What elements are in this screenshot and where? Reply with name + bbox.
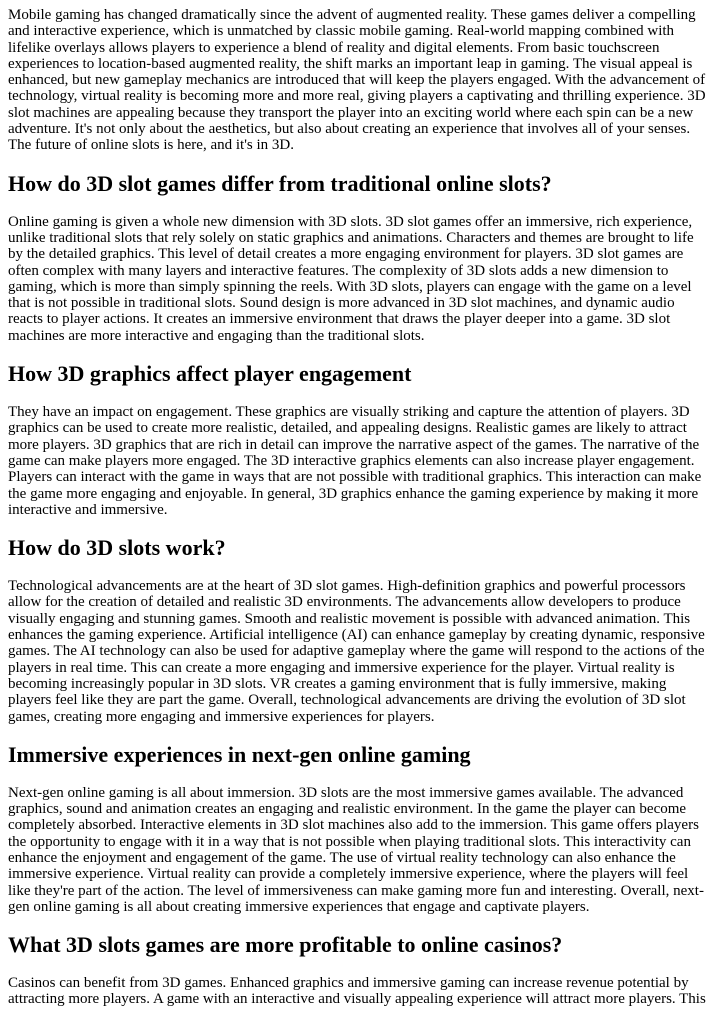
section-heading-3d-vs-traditional: How do 3D slot games differ from traditional online slots? [8,170,552,196]
section-body-immersive-experiences: Next-gen online gaming is all about immersion. 3D slots are the most immersive games available. The advanced graphics, sound and animation creates an engaging and realistic environment. In the game the player can become completely absorbed. Interactive elements in 3D slot machines also add to the immersion. This game offers players the opportunity to engage with it in a way that is not possible when playing traditional slots. This interactivity can enhance the enjoyment and engagement of the game. The use of virtual reality technology can also enhance the immersive experience. Virtual reality can provide a completely immersive experience, where the players will feel like they're part of the action. The level of immersiveness can make gaming more fun and interesting. Overall, next-gen online gaming is all about creating immersive experiences that engage and captivate players. [8,784,704,915]
section-heading-graphics-engagement: How 3D graphics affect player engagement [8,361,412,387]
section-body-profitable-games: Casinos can benefit from 3D games. Enhanced graphics and immersive gaming can increase revenue potential by attracting more players. A game with an interactive and visually appealing experience will attract more players. This [8,975,706,1008]
section-body-graphics-engagement: They have an impact on engagement. These graphics are visually striking and capture the attention of players. 3D graphics can be used to create more realistic, detailed, and appealing designs. Realistic games are likely to attract more players. 3D graphics that are rich in detail can improve the narrative aspect of the games. The narrative of the game can make players more engaged. The 3D interactive graphics elements can also increase player engagement. Players can interact with the game in ways that are not possible with traditional graphics. This interaction can make the game more engaging and enjoyable. In general, 3D graphics enhance the gaming experience by making it more interactive and immersive. [8,404,702,518]
section-heading-profitable-games: What 3D slots games are more profitable to online casinos? [8,932,563,958]
section-body-3d-vs-traditional: Online gaming is given a whole new dimension with 3D slots. 3D slot games offer an immersive, rich experience, unlike traditional slots that rely solely on static graphics and animations. Characters and themes are brought to life by the detailed graphics. This level of detail creates a more engaging environment for players. 3D slot games are often complex with many layers and interactive features. The complexity of 3D slots adds a new dimension to gaming, which is more than simply spinning the reels. With 3D slots, players can engage with the game on a level that is not possible in traditional slots. Sound design is more advanced in 3D slot machines, and dynamic audio reacts to player actions. It creates an immersive environment that draws the player deeper into a game. 3D slot machines are more interactive and engaging than the traditional slots. [8,213,694,344]
section-body-how-3d-slots-work: Technological advancements are at the heart of 3D slot games. High-definition graphics and powerful processors allow for the creation of detailed and realistic 3D environments. The advancements allow developers to produce visually engaging and stunning games. Smooth and realistic movement is possible with advanced animation. This enhances the gaming experience. Artificial intelligence (AI) can enhance gameplay by creating dynamic, responsive games. The AI technology can also be used for adaptive gameplay where the game will respond to the actions of the players in real time. This can create a more engaging and immersive experience for the player. Virtual reality is becoming increasingly popular in 3D slots. VR creates a gaming environment that is fully immersive, making players feel like they are part the game. Overall, technological advancements are driving the evolution of 3D slot games, creating more engaging and immersive experiences for players. [8,578,705,725]
intro-paragraph: Mobile gaming has changed dramatically since the advent of augmented reality. These games deliver a compelling and interactive experience, which is unmatched by classic mobile gaming. Real-world mapping combined with lifelike overlays allows players to experience a blend of reality and digital elements. From basic touchscreen experiences to location-based augmented reality, the shift marks an important leap in gaming. The visual appeal is enhanced, but new gameplay mechanics are introduced that will keep the players engaged. With the advancement of technology, virtual reality is becoming more and more real, giving players a captivating and thrilling experience. 3D slot machines are appealing because they transport the player into an exciting world where each spin can be a new adventure. It's not only about the aesthetics, but also about creating an experience that involves all of your senses. The future of online slots is here, and it's in 3D. [8,7,706,154]
section-heading-immersive-experiences: Immersive experiences in next-gen online gaming [8,741,471,767]
section-heading-how-3d-slots-work: How do 3D slots work? [8,535,226,561]
